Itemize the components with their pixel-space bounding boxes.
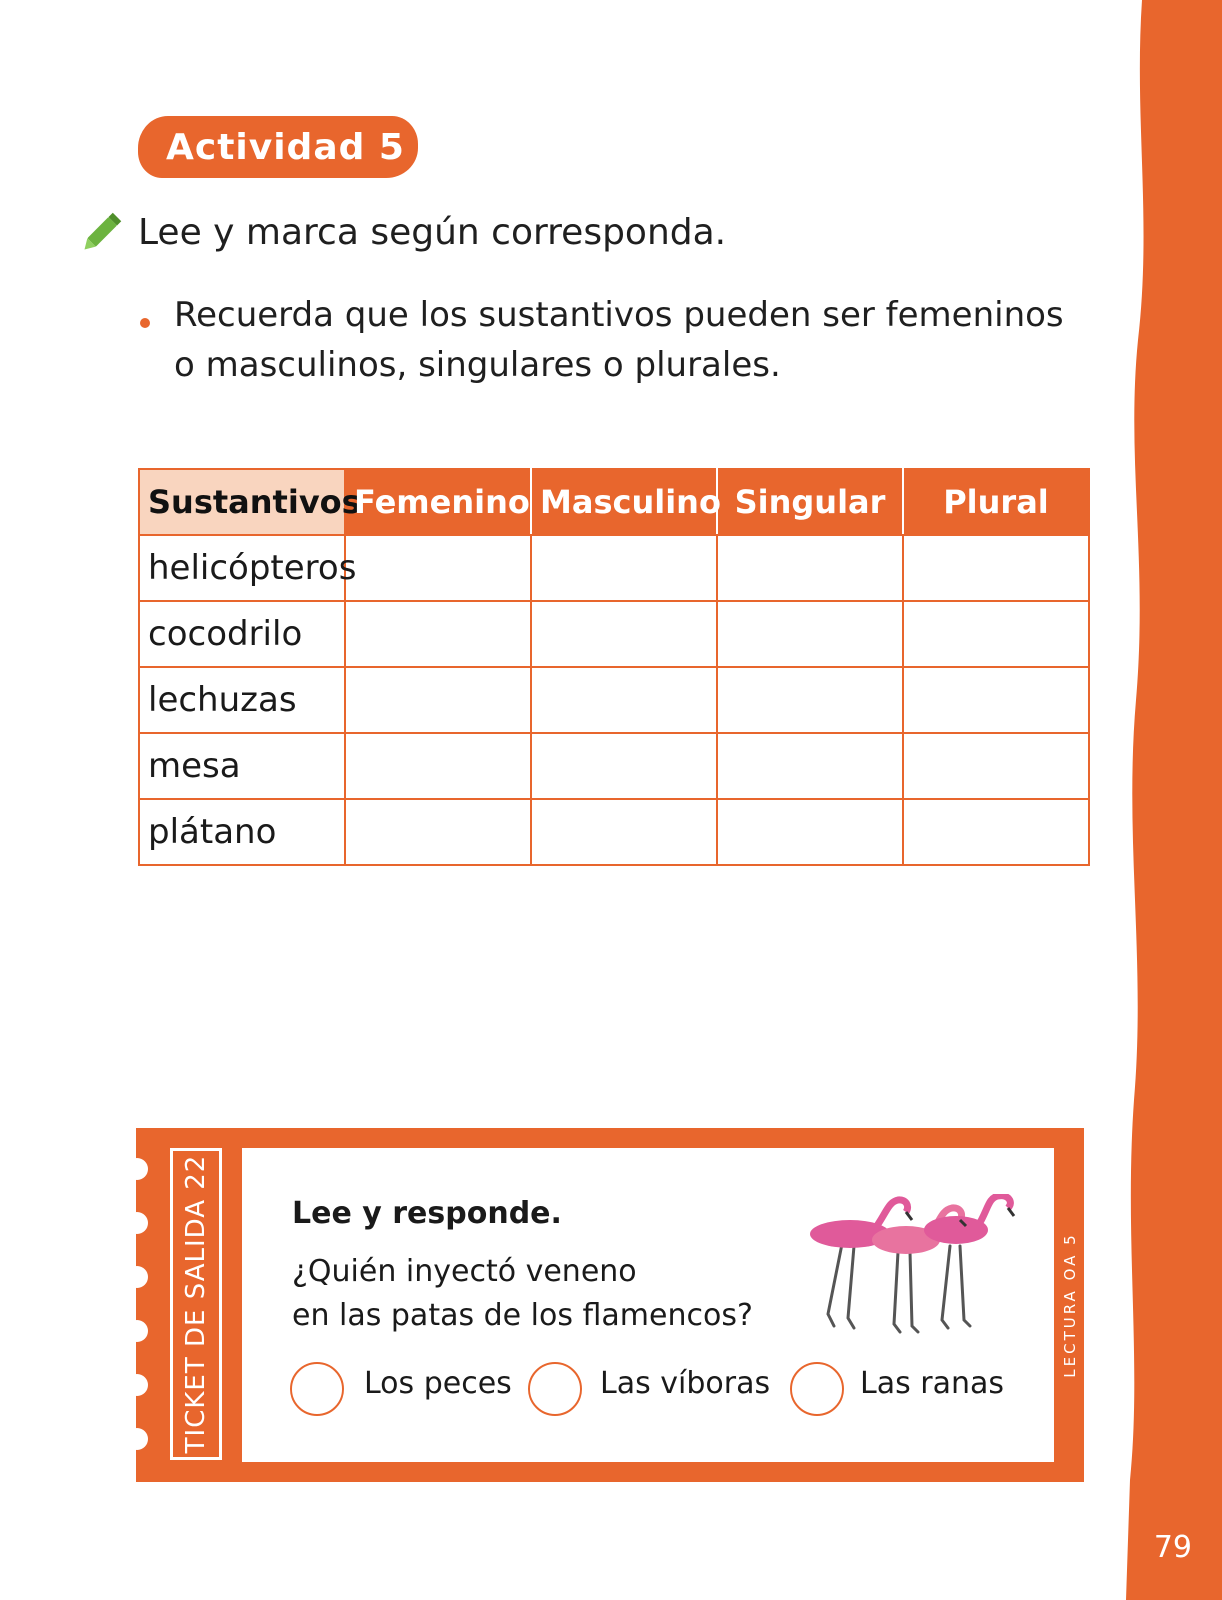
option-circle[interactable] [790,1362,844,1416]
mark-cell-singular[interactable] [717,733,903,799]
mark-cell-femenino[interactable] [345,799,531,865]
ticket-notch [126,1212,148,1234]
mark-cell-plural[interactable] [903,667,1089,733]
option-circle[interactable] [528,1362,582,1416]
side-band-decoration [1112,0,1222,1600]
activity-badge: Actividad 5 [138,116,418,178]
mark-cell-femenino[interactable] [345,535,531,601]
mark-cell-femenino[interactable] [345,733,531,799]
pencil-icon [82,206,128,252]
option-label: Los peces [364,1366,512,1401]
header-plural: Plural [903,469,1089,535]
noun-cell: mesa [139,733,345,799]
noun-cell: cocodrilo [139,601,345,667]
header-sustantivos: Sustantivos [139,469,345,535]
table-row [139,733,1089,799]
ticket-notch [126,1158,148,1180]
header-femenino: Femenino [345,469,531,535]
flamingos-illustration [802,1194,1032,1344]
ticket-title: Lee y responde. [292,1196,562,1231]
mark-cell-femenino[interactable] [345,667,531,733]
table-header-row [139,469,1089,535]
ticket-notch [126,1374,148,1396]
mark-cell-femenino[interactable] [345,601,531,667]
header-singular: Singular [717,469,903,535]
question-line-1: ¿Quién inyectó veneno [292,1254,637,1289]
noun-cell: plátano [139,799,345,865]
ticket-question [292,1250,753,1338]
table-row [139,535,1089,601]
bullet-dot [140,318,150,328]
mark-cell-plural[interactable] [903,535,1089,601]
mark-cell-masculino[interactable] [531,733,717,799]
nouns-table [138,468,1090,866]
page-number: 79 [1153,1530,1192,1565]
noun-cell: helicópteros [139,535,345,601]
ticket-card [242,1148,1054,1462]
mark-cell-plural[interactable] [903,799,1089,865]
mark-cell-masculino[interactable] [531,535,717,601]
mark-cell-plural[interactable] [903,601,1089,667]
table-row [139,601,1089,667]
mark-cell-masculino[interactable] [531,601,717,667]
mark-cell-singular[interactable] [717,667,903,733]
instruction-text: Lee y marca según corresponda. [138,212,727,253]
table-row [139,667,1089,733]
mark-cell-plural[interactable] [903,733,1089,799]
mark-cell-masculino[interactable] [531,667,717,733]
option-circle[interactable] [290,1362,344,1416]
noun-cell: lechuzas [139,667,345,733]
mark-cell-singular[interactable] [717,799,903,865]
exit-ticket [136,1128,1084,1482]
mark-cell-singular[interactable] [717,535,903,601]
ticket-notch [126,1320,148,1342]
table-row [139,799,1089,865]
ticket-notch [126,1428,148,1450]
option-label: Las víboras [600,1366,771,1401]
reminder-text: Recuerda que los sustantivos pueden ser femeninos o masculinos, singulares o plurales. [174,295,1064,385]
question-line-2: en las patas de los flamencos? [292,1298,753,1333]
side-label-text: LECTURA OA 5 [1061,1232,1079,1378]
mark-cell-singular[interactable] [717,601,903,667]
option-label: Las ranas [860,1366,1005,1401]
ticket-label: TICKET DE SALIDA 22 [181,1154,211,1454]
ticket-notch [126,1266,148,1288]
mark-cell-masculino[interactable] [531,799,717,865]
ticket-label-box [170,1148,222,1460]
header-masculino: Masculino [531,469,717,535]
